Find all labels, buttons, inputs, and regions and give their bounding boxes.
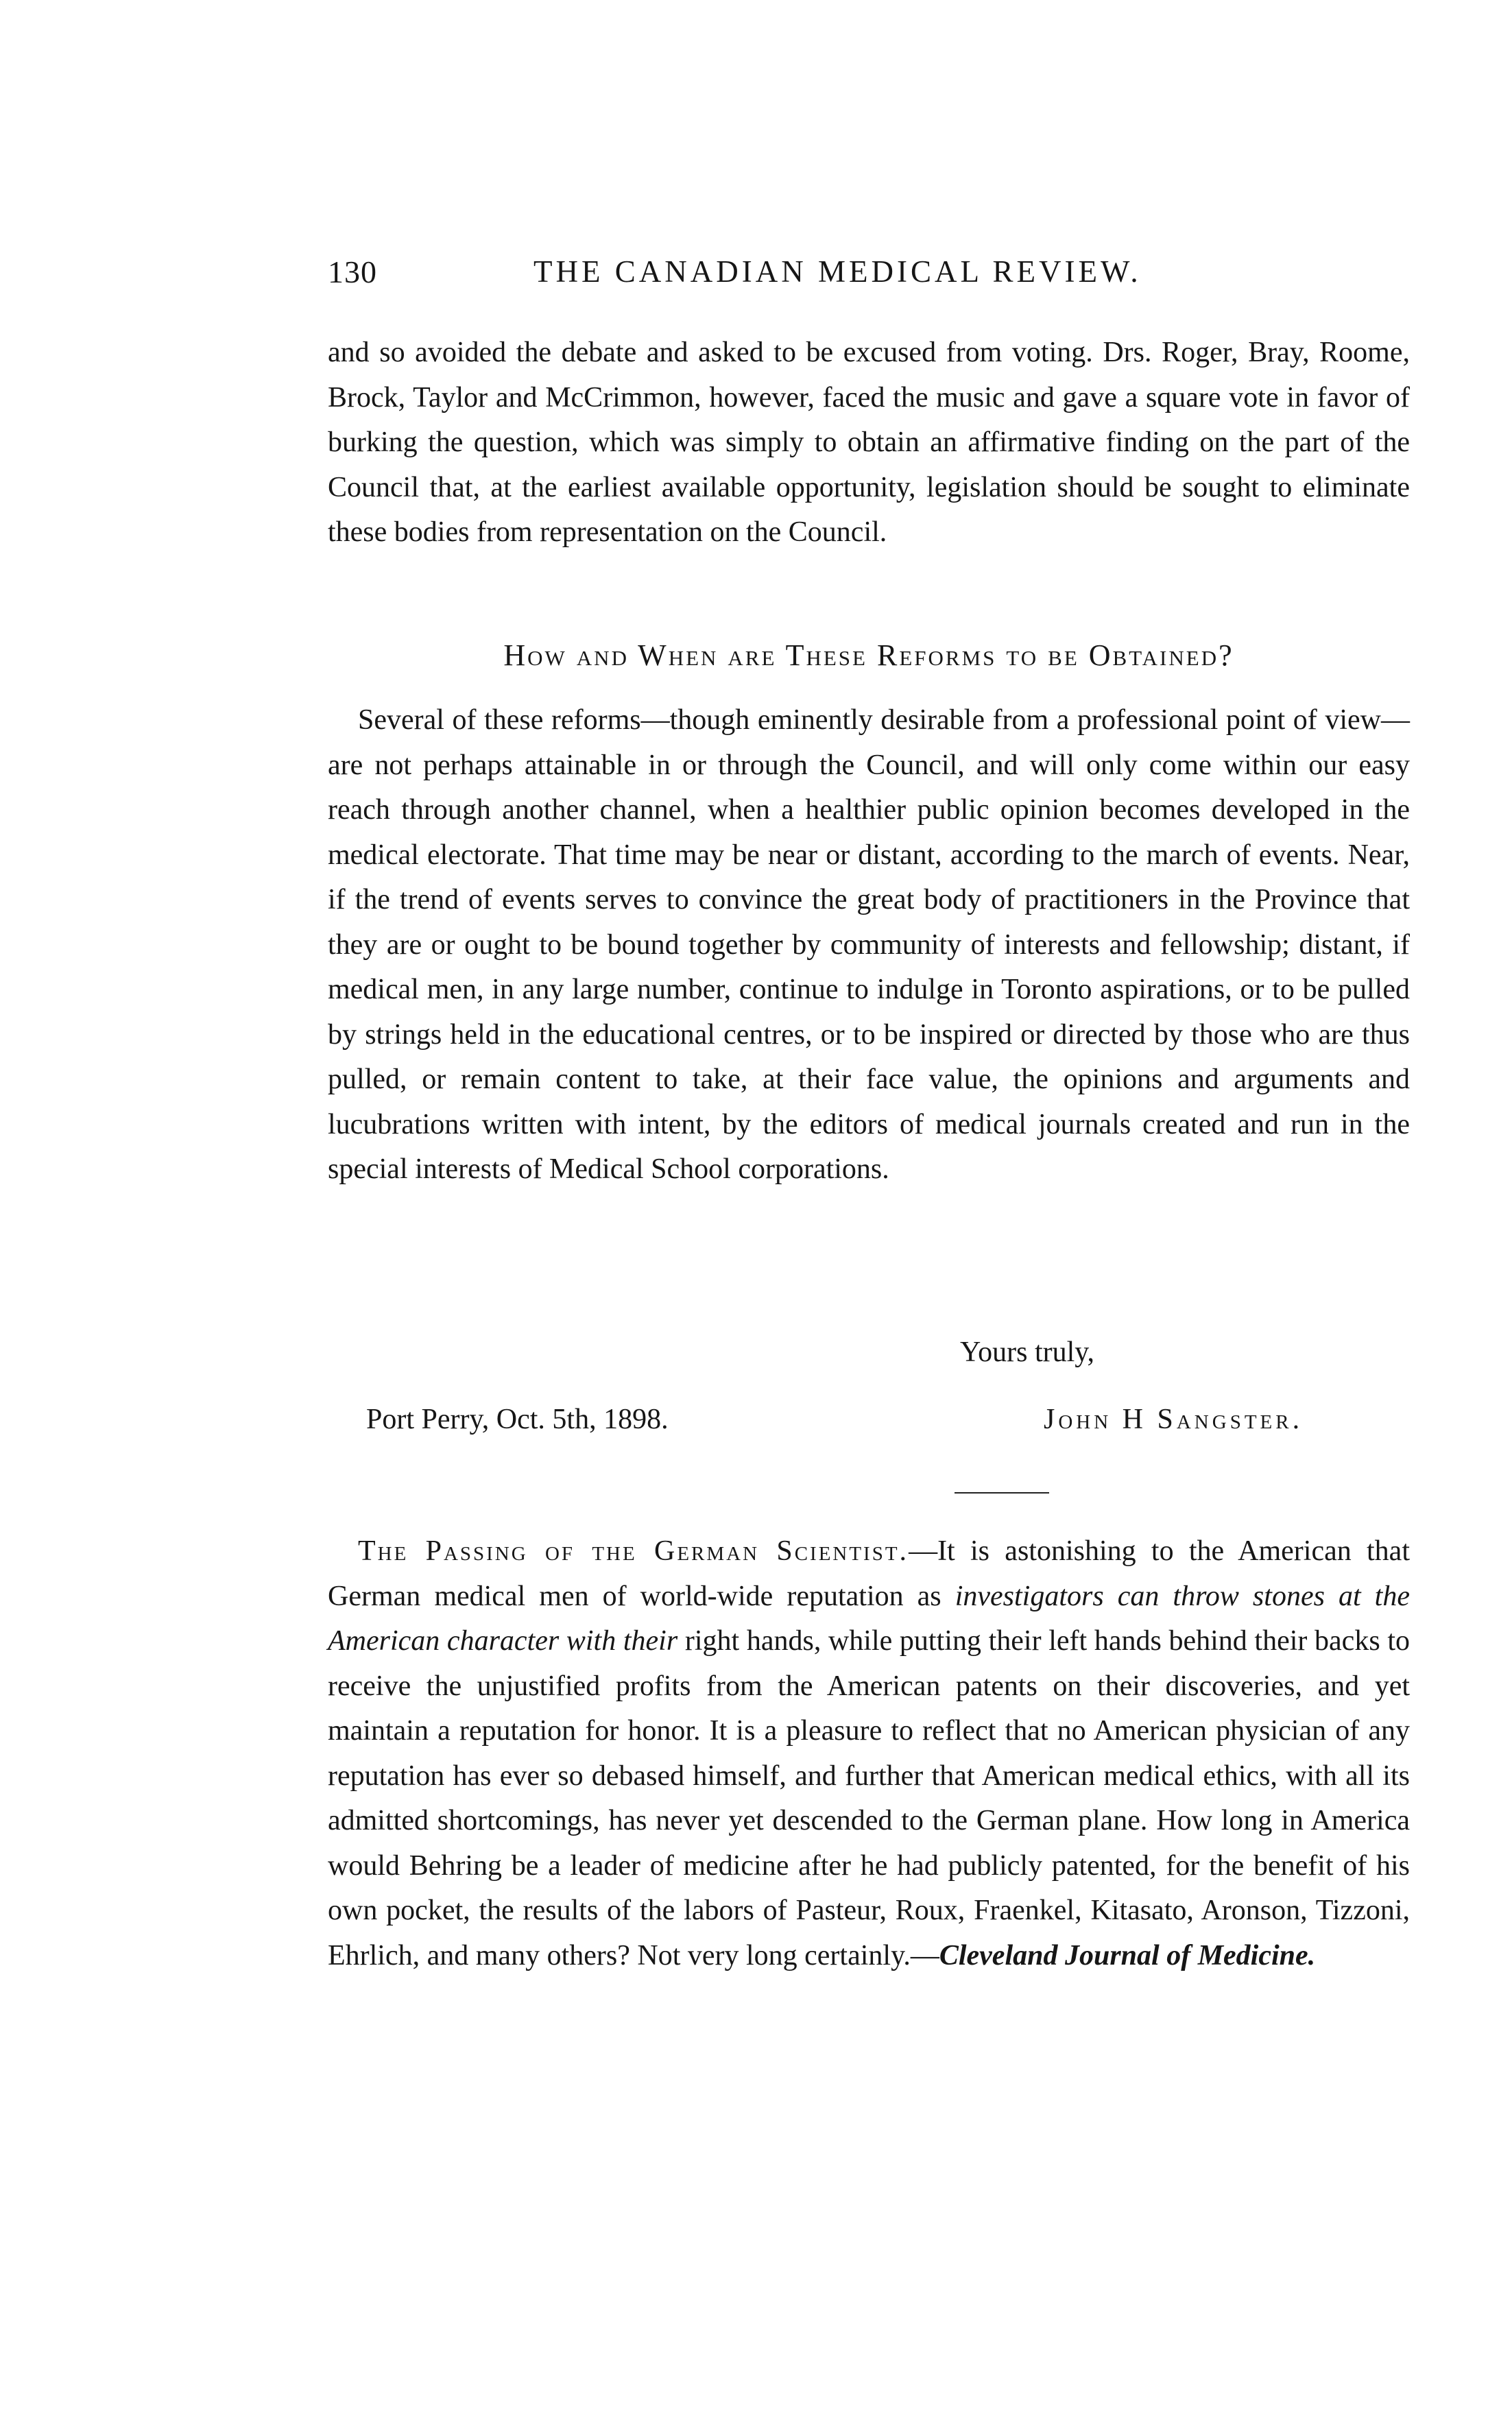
article-text (328, 1529, 1410, 1978)
page-header (328, 254, 1397, 309)
journal-title: THE CANADIAN MEDICAL REVIEW. (533, 254, 1142, 289)
letter-paragraph-2 (328, 698, 1410, 1192)
article-source: Cleveland Journal of Medicine. (939, 1939, 1316, 1971)
paragraph-text: and so avoided the debate and asked to be excused from voting. Drs. Roger, Bray, Roome, Brock, Taylor and McCrimmon, however, faced the music and gave a square vote in favor of burking the question, which was simply to obtain an affirmative finding on the part of the Council that, at the earliest available opportunity, legislation should be sought to eliminate these bodies from representation on the Council. (328, 337, 1410, 548)
article-paragraph (328, 1529, 1410, 1978)
letter-place-date: Port Perry, Oct. 5th, 1898. (366, 1404, 669, 1435)
paragraph-text: Several of these reforms—though eminently desirable from a professional point of view—are not perhaps attainable in or through the Council, and will only come within our easy reach through another channel, when a healthier public opinion becomes developed in the medical electorate. That time may be near or distant, according to the march of events. Near, if the trend of events serves to convince the great body of practitioners in the Province that they are or ought to be bound together by community of interests and fellowship; distant, if medical men, in any large number, continue to indulge in Toronto aspirations, or to be pulled by strings held in the educational centres, or to be inspired or directed by those who are thus pulled, or remain content to take, at their face value, the opinions and arguments and lucubrations written with intent, by the editors of medical journals created and run in the special interests of Medical School corporations. (328, 704, 1410, 1185)
letter-closing: Yours truly, (960, 1336, 1095, 1368)
source-prefix: — (910, 1939, 939, 1971)
article-italic-segment: investigators can throw stones at the American character with their (328, 1580, 1410, 1657)
section-divider (955, 1492, 1049, 1494)
article-title: The Passing of the German Scientist. (358, 1535, 909, 1567)
page-number: 130 (328, 254, 377, 289)
section-heading: How and When are These Reforms to be Obtained? (503, 638, 1234, 672)
letter-signature: John H Sangster. (1044, 1404, 1304, 1435)
letter-paragraph-1 (328, 331, 1410, 555)
article-body: right hands, while putting their left hands behind their backs to receive the unjustified profits from the American patents on their discoveries, and yet maintain a reputation for honor. It is a pleasure to reflect that no American physician of any reputation has ever so debased himself, and further that American medical ethics, with all its admitted shortcomings, has never yet descended to the German plane. How long in America would Behring be a leader of medicine after he had publicly patented, for the benefit of his own pocket, the results of the labors of Pasteur, Roux, Fraenkel, Kitasato, Aronson, Tizzoni, Ehrlich, and many others? Not very long certainly. (328, 1625, 1410, 1971)
article-intro: —It is astonishing to the American that German medical men of world-wide reputation as (328, 1535, 1410, 1612)
